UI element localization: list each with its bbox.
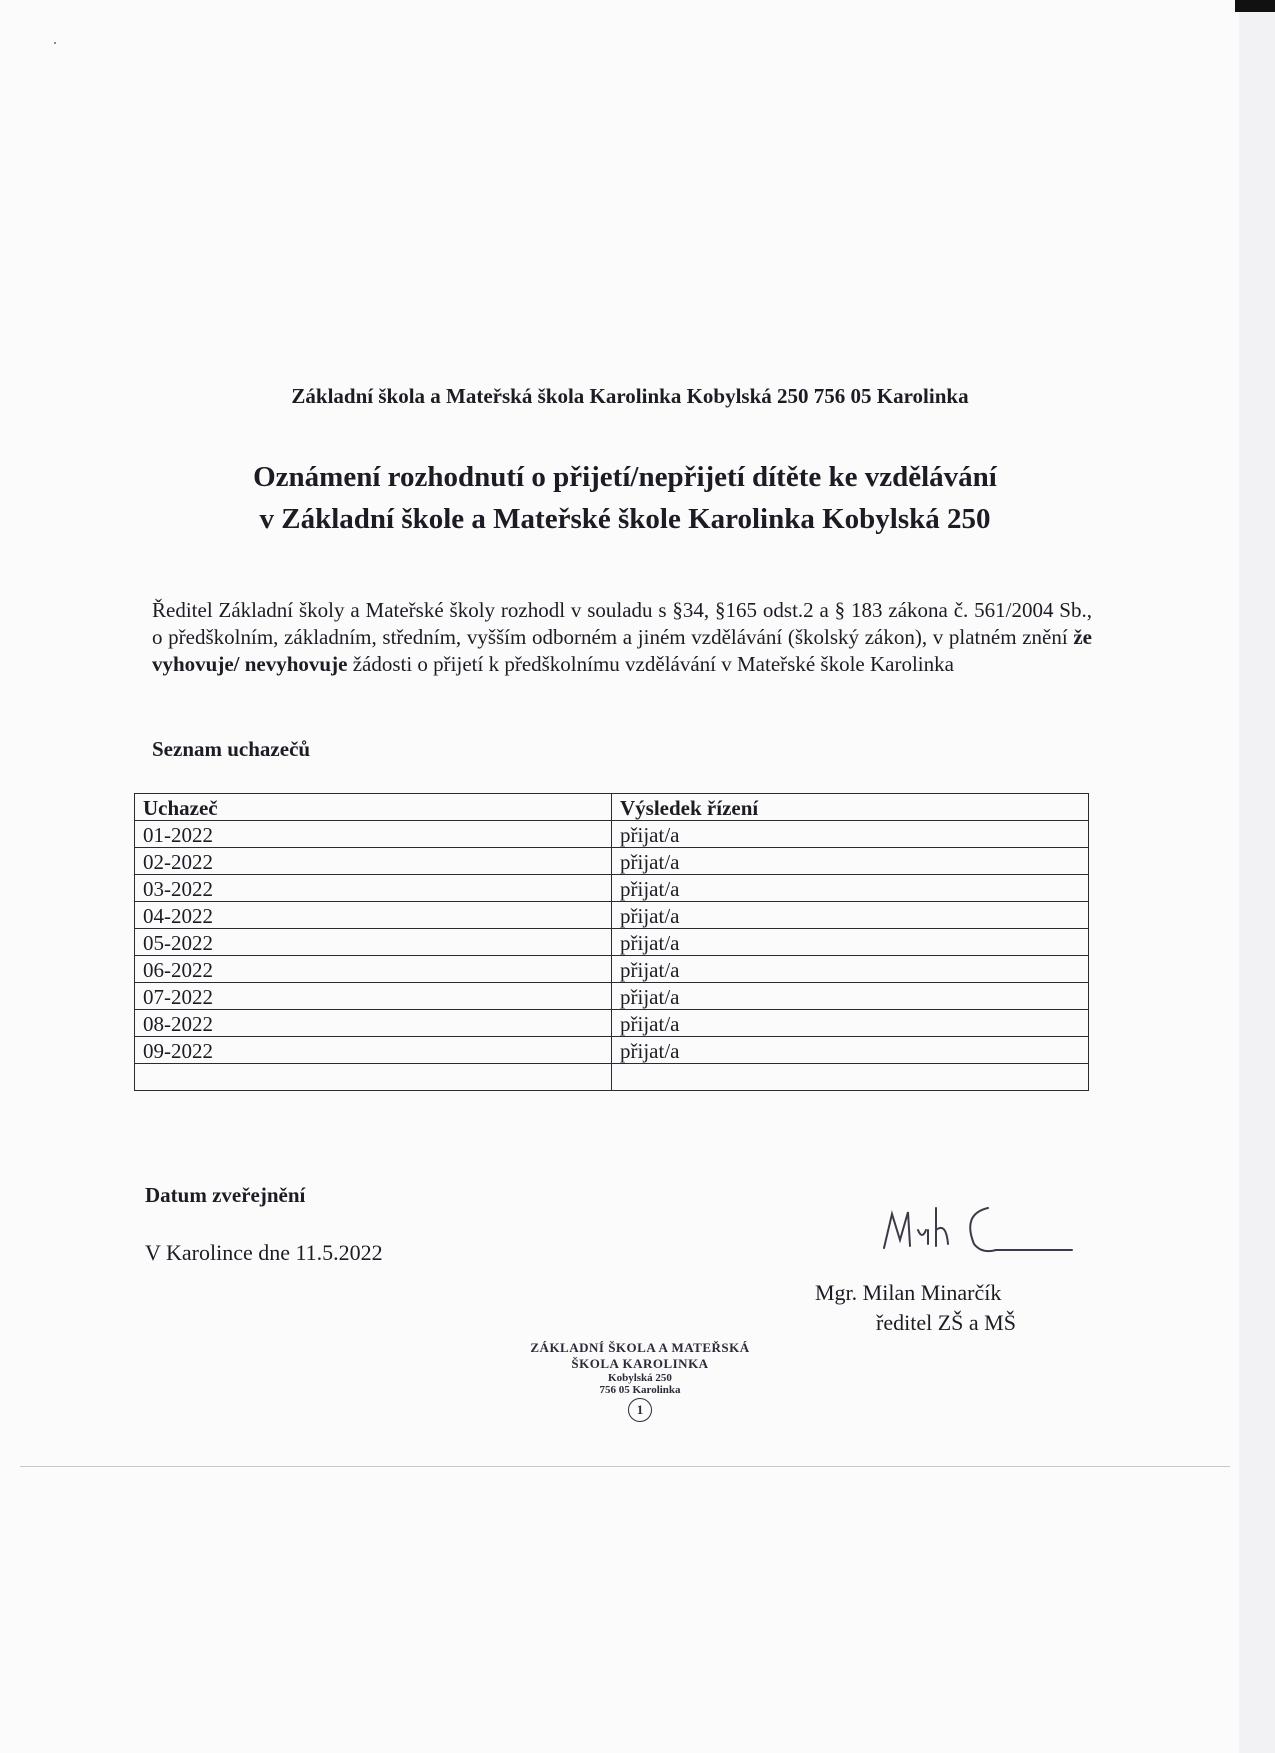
stamp-number: 1 bbox=[628, 1398, 652, 1422]
scan-dust-dot bbox=[54, 42, 56, 44]
place-and-date: V Karolince dne 11.5.2022 bbox=[145, 1240, 383, 1265]
handwritten-signature bbox=[876, 1200, 1076, 1260]
applicant-result: přijat/a bbox=[612, 821, 1089, 848]
applicant-code: 08-2022 bbox=[135, 1010, 612, 1037]
applicant-code: 04-2022 bbox=[135, 902, 612, 929]
applicant-result bbox=[612, 1064, 1089, 1091]
table-row bbox=[135, 875, 1089, 902]
stamp-line-2: ŠKOLA KAROLINKA bbox=[571, 1356, 709, 1371]
document-title bbox=[130, 456, 1120, 540]
column-header-applicant: Uchazeč bbox=[135, 794, 612, 821]
applicant-result: přijat/a bbox=[612, 1037, 1089, 1064]
stamp-line-1: ZÁKLADNÍ ŠKOLA A MATEŘSKÁ bbox=[530, 1340, 750, 1355]
title-line-2: v Základní škole a Mateřské škole Karolinka Kobylská 250 bbox=[259, 503, 991, 535]
applicant-result: přijat/a bbox=[612, 875, 1089, 902]
paragraph-bold-text: že vyhovuje/ nevyhovuje bbox=[152, 625, 1092, 676]
applicant-result: přijat/a bbox=[612, 956, 1089, 983]
applicant-code bbox=[135, 1064, 612, 1091]
publication-date-heading: Datum zveřejnění bbox=[145, 1183, 306, 1207]
applicant-code: 05-2022 bbox=[135, 929, 612, 956]
signer-title: ředitel ZŠ a MŠ bbox=[876, 1310, 1016, 1335]
applicant-code: 07-2022 bbox=[135, 983, 612, 1010]
signer-name: Mgr. Milan Minarčík bbox=[815, 1280, 1002, 1305]
table-row bbox=[135, 1037, 1089, 1064]
applicant-result: přijat/a bbox=[612, 983, 1089, 1010]
table-header-row bbox=[135, 794, 1089, 821]
scan-corner-mark bbox=[1235, 0, 1275, 12]
school-stamp bbox=[480, 1340, 800, 1422]
applicant-code: 09-2022 bbox=[135, 1037, 612, 1064]
applicant-list-heading: Seznam uchazečů bbox=[152, 737, 311, 761]
applicant-result: přijat/a bbox=[612, 848, 1089, 875]
table-row-empty bbox=[135, 1064, 1089, 1091]
applicant-result: přijat/a bbox=[612, 902, 1089, 929]
applicant-result: přijat/a bbox=[612, 1010, 1089, 1037]
table-row bbox=[135, 956, 1089, 983]
scan-edge-shadow bbox=[1239, 0, 1275, 1753]
applicant-code: 02-2022 bbox=[135, 848, 612, 875]
decision-paragraph bbox=[152, 597, 1092, 678]
applicant-code: 01-2022 bbox=[135, 821, 612, 848]
applicant-result: přijat/a bbox=[612, 929, 1089, 956]
table-row bbox=[135, 983, 1089, 1010]
scan-fold-line bbox=[20, 1466, 1230, 1467]
applicant-code: 06-2022 bbox=[135, 956, 612, 983]
paragraph-text-2: žádosti o přijetí k předškolnímu vzdělávání v Mateřské škole Karolinka bbox=[347, 652, 954, 676]
column-header-result: Výsledek řízení bbox=[612, 794, 1089, 821]
table-row bbox=[135, 929, 1089, 956]
stamp-line-4: 756 05 Karolinka bbox=[599, 1384, 681, 1396]
applicants-table bbox=[134, 793, 1089, 1091]
table-row bbox=[135, 902, 1089, 929]
school-header: Základní škola a Mateřská škola Karolinka Kobylská 250 756 05 Karolinka bbox=[291, 384, 969, 408]
table-row bbox=[135, 821, 1089, 848]
table-row bbox=[135, 848, 1089, 875]
stamp-line-3: Kobylská 250 bbox=[608, 1372, 672, 1384]
title-line-1: Oznámení rozhodnutí o přijetí/nepřijetí dítěte ke vzdělávání bbox=[253, 461, 997, 493]
applicant-code: 03-2022 bbox=[135, 875, 612, 902]
table-row bbox=[135, 1010, 1089, 1037]
paragraph-text-1: Ředitel Základní školy a Mateřské školy rozhodl v souladu s §34, §165 odst.2 a § 183 zákona č. 561/2004 Sb., o předškolním, základním, středním, vyšším odborném a jiném vzdělávání (školský zákon), v platném znění bbox=[152, 598, 1092, 649]
